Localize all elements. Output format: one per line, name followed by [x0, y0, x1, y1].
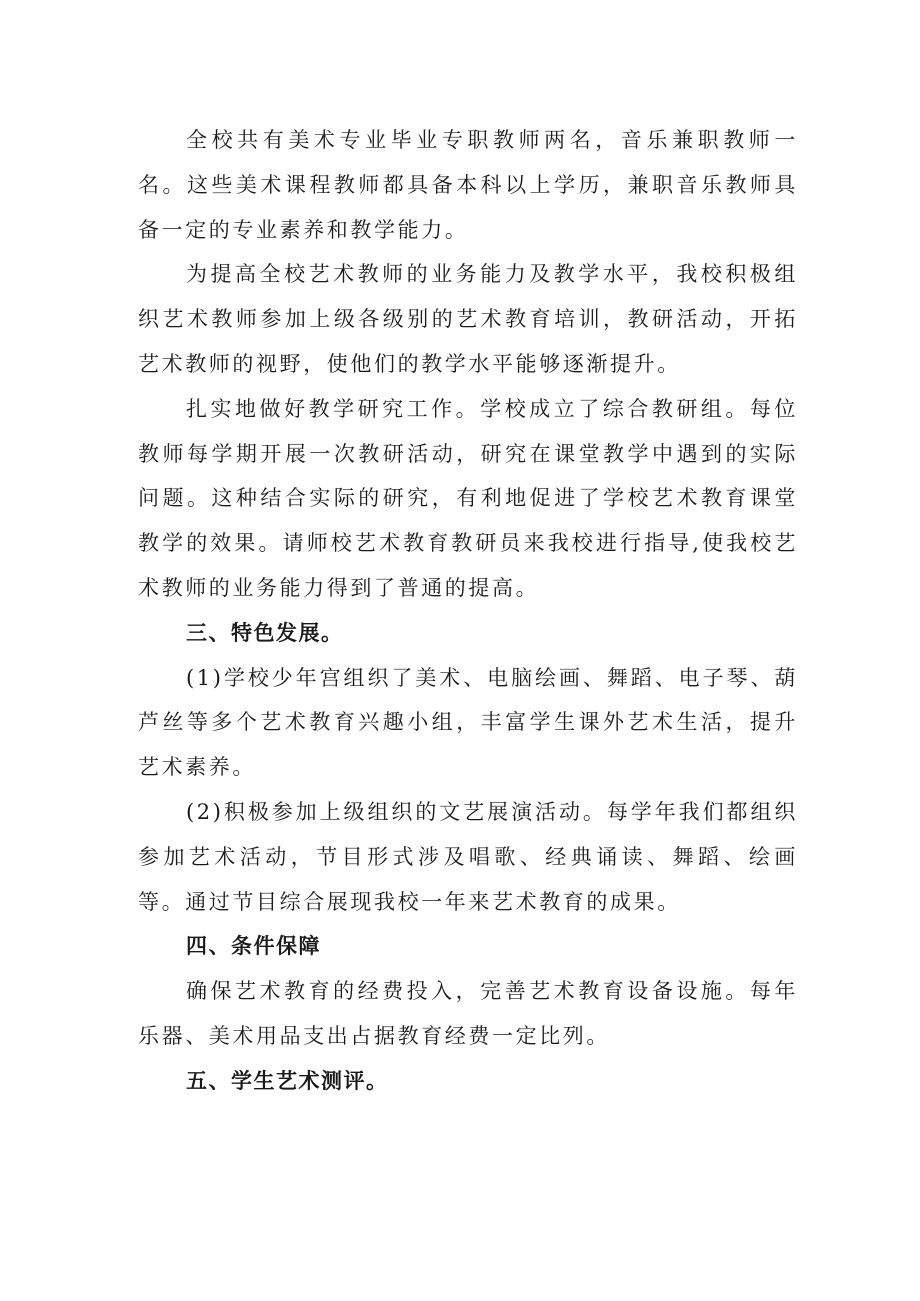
paragraph-training: 为提高全校艺术教师的业务能力及教学水平，我校积极组织艺术教师参加上级各级别的艺术教育培训，教研活动，开拓艺术教师的视野，使他们的教学水平能够逐渐提升。 — [138, 262, 798, 376]
feature-item-2: (2)积极参加上级组织的文艺展演活动。每学年我们都组织参加艺术活动，节目形式涉及唱歌、经典诵读、舞蹈、绘画等。通过节目综合展现我校一年来艺术教育的成果。 — [138, 799, 798, 914]
section-heading-features: 三、特色发展。 — [186, 620, 344, 645]
paragraph-research: 扎实地做好教学研究工作。学校成立了综合教研组。每位教师每学期开展一次教研活动，研究在课堂教学中遇到的实际问题。这种结合实际的研究，有利地促进了学校艺术教育课堂教学的效果。请师校艺术教育教研员来我校进行指导,使我校艺术教师的业务能力得到了普通的提高。 — [138, 396, 798, 600]
section-heading-conditions: 四、条件保障 — [186, 934, 321, 959]
paragraph-teachers: 全校共有美术专业毕业专职教师两名，音乐兼职教师一名。这些美术课程教师都具备本科以上学历，兼职音乐教师具备一定的专业素养和教学能力。 — [138, 128, 798, 242]
paragraph-conditions: 确保艺术教育的经费投入，完善艺术教育设备设施。每年乐器、美术用品支出占据教育经费一定比列。 — [138, 979, 798, 1048]
document-body — [138, 118, 798, 1104]
section-heading-assessment: 五、学生艺术测评。 — [186, 1068, 389, 1093]
feature-item-1: (1)学校少年宫组织了美术、电脑绘画、舞蹈、电子琴、葫芦丝等多个艺术教育兴趣小组，丰富学生课外艺术生活，提升艺术素养。 — [138, 665, 798, 780]
